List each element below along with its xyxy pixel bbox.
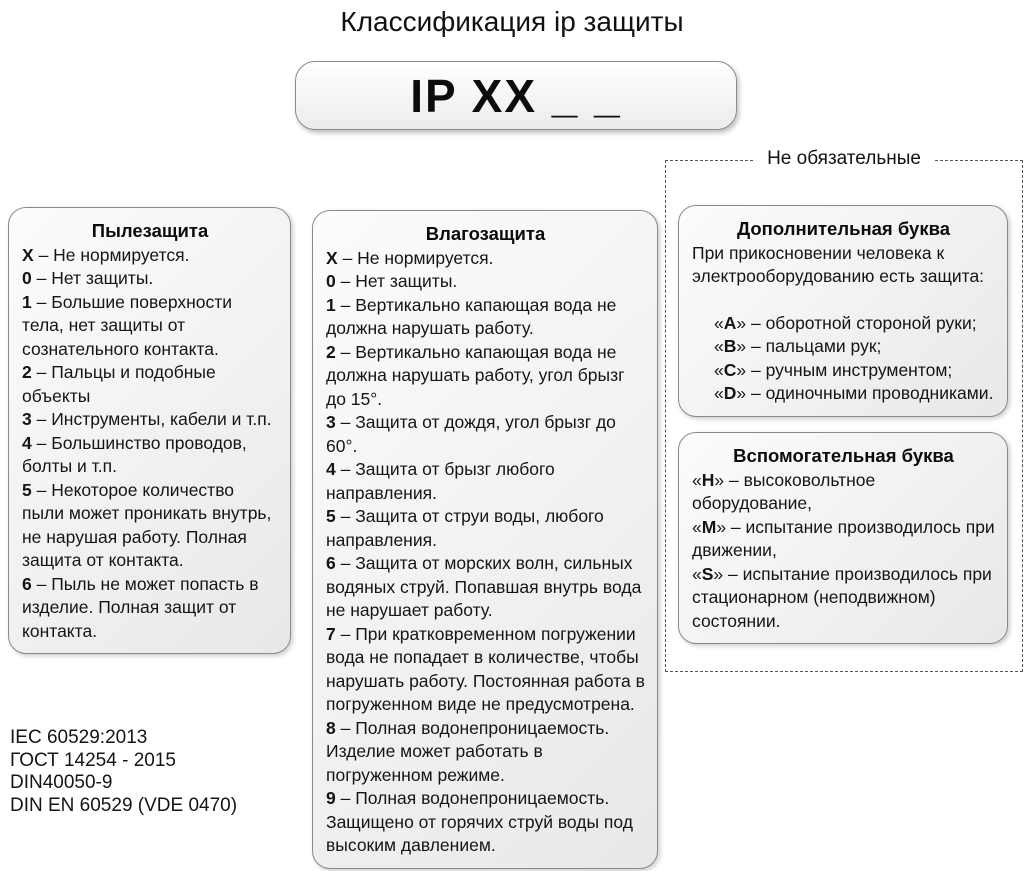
panel-additional-items — [692, 312, 995, 406]
moisture-item: 1 – Вертикально капающая вода не должна нарушать работу. — [326, 294, 617, 338]
standards-list — [10, 727, 237, 817]
dust-item: 4 – Большинство проводов, болты и т.п. — [22, 432, 247, 476]
panel-additional-letter — [678, 205, 1008, 417]
ip-code-badge — [295, 61, 737, 130]
additional-letter-item: «A» – оборотной стороной руки; — [714, 312, 977, 333]
panel-auxiliary-title: Вспомогательная буква — [733, 445, 954, 466]
moisture-item: 6 – Защита от морских волн, сильных водяных струй. Попавшая внутрь вода не нарушает работу. — [326, 553, 642, 620]
panel-moisture-protection — [312, 210, 658, 869]
additional-letter-item: «C» – ручным инструментом; — [714, 359, 953, 380]
page-title: Классификация ip защиты — [340, 6, 684, 37]
dust-item: 5 – Некоторое количество пыли может проникать внутрь, не нарушая работу. Полная защита от контакта. — [22, 479, 272, 570]
dust-item: 3 – Инструменты, кабели и т.п. — [22, 409, 272, 429]
panel-dust-title: Пылезащита — [91, 220, 209, 241]
dust-item: 0 – Нет защиты. — [22, 268, 154, 288]
ip-code-text: IP XX _ _ — [410, 69, 622, 122]
standard-item: ГОСТ 14254 - 2015 — [10, 749, 176, 771]
moisture-item: 4 – Защита от брызг любого направления. — [326, 459, 555, 503]
panel-moisture-title: Влагозащита — [425, 223, 546, 244]
panel-additional-intro: При прикосновении человека к электрооборудованию есть защита: — [692, 242, 985, 286]
auxiliary-letter-item: «M» – испытание производилось при движении, — [692, 516, 995, 560]
standard-item: IEC 60529:2013 — [10, 727, 148, 748]
panel-auxiliary-letter — [678, 432, 1008, 644]
dust-item: 6 – Пыль не может попасть в изделие. Полная защит от контакта. — [22, 573, 259, 641]
auxiliary-letter-item: «H» – высоковольтное оборудование, — [692, 469, 876, 513]
dust-item: 1 – Большие поверхности тела, нет защиты от сознательного контакта. — [22, 291, 233, 359]
additional-letter-item: «D» – одиночными проводниками. — [714, 383, 994, 403]
moisture-item: 0 – Нет защиты. — [326, 271, 458, 291]
dust-item: X – Не нормируется. — [22, 244, 190, 265]
panel-dust-items — [22, 244, 278, 644]
panel-auxiliary-items — [692, 469, 995, 634]
panel-moisture-items — [326, 247, 645, 858]
moisture-item: 9 – Полная водонепроницаемость. Защищено от горячих струй воды под высоким давлением. — [326, 788, 633, 855]
standard-item: DIN EN 60529 (VDE 0470) — [10, 794, 238, 816]
auxiliary-letter-item: «S» – испытание производилось при стационарном (неподвижном) состоянии. — [692, 563, 992, 631]
dust-item: 2 – Пальцы и подобные объекты — [22, 362, 216, 406]
panel-additional-title: Дополнительная буква — [736, 218, 951, 239]
moisture-item: 7 – При кратковременном погружении вода не попадает в количестве, чтобы нарушать работу. Постоянная работа в погруженном виде не предусмотрена. — [326, 623, 645, 714]
moisture-item: X – Не нормируется. — [326, 247, 494, 268]
optional-group-label: Не обязательные — [755, 148, 933, 170]
moisture-item: 3 – Защита от дождя, угол брызг до 60°. — [326, 412, 616, 456]
panel-dust-protection — [8, 207, 291, 654]
moisture-item: 2 – Вертикально капающая вода не должна нарушать работу, угол брызг до 15°. — [326, 341, 625, 409]
additional-letter-item: «B» – пальцами рук; — [714, 336, 882, 356]
moisture-item: 5 – Защита от струи воды, любого направления. — [326, 506, 604, 550]
standard-item: DIN40050-9 — [10, 772, 113, 793]
moisture-item: 8 – Полная водонепроницаемость. Изделие может работать в погруженном режиме. — [326, 717, 610, 785]
